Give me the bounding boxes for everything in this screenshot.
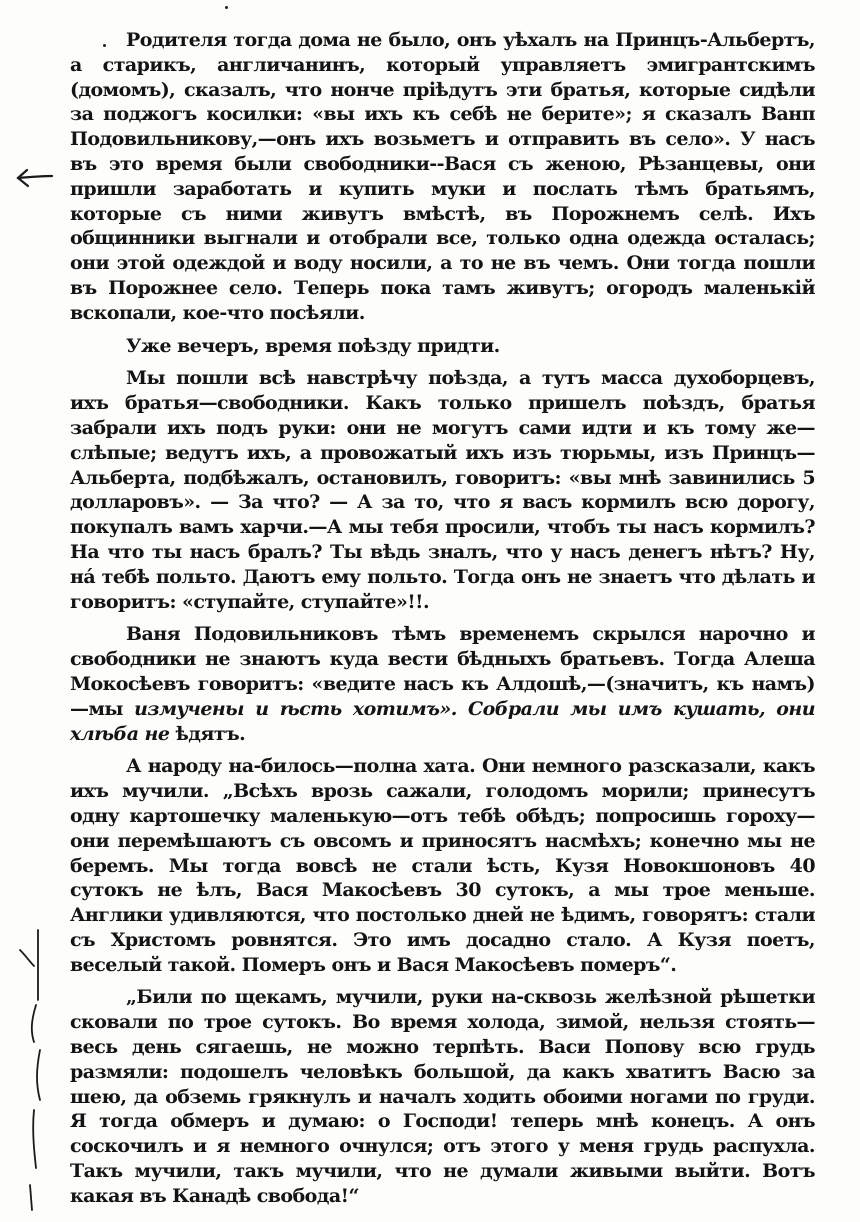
paragraph-1-text: Родителя тогда дома не было, онъ уѣхалъ на Принцъ-Альбертъ, а старикъ, англичанинъ, который управляетъ эмигрантскимъ (домомъ), сказалъ, что нонче прiѣдутъ эти братья, которые сидѣли за поджогъ косилки: «вы ихъ къ себѣ не берите»; я сказалъ Ванп Подовильникову,—онъ ихъ возьметъ и отправить въ село». У насъ въ это время были свободники--Вася съ женою, Рѣзанцевы, они пришли заработать и купить муки и послать тѣмъ братьямъ, которые съ ними живутъ вмѣстѣ, въ Порожнемъ селѣ. Ихъ общинники выгнали и отобрали все, только одна одежда осталась; они этой одеждой и воду носили, а то не въ чемъ. Они тогда пошли въ Порожнее село. Теперь пока тамъ живутъ; огородъ маленькiй вскопали, кое-что посѣяли.: [70, 29, 815, 324]
paragraph-6-text: „Били по щекамъ, мучили, руки на-сквозь желѣзной рѣшетки сковали по трое сутокъ. Во время холода, зимой, нельзя стоять—весь день сягаешь, не можно терпѣть. Васи Попову всю грудь размяли: подошелъ человѣкъ большой, да какъ хватитъ Васю за шею, да обземь грякнулъ и началъ ходить обоими ногами по груди. Я тогда обмеръ и думаю: о Господи! теперь мнѣ конецъ. А онъ соскочилъ и я немного очнулся; отъ этого у меня грудь распухла. Такъ мучили, такъ мучили, что не думали живыми выйти. Вотъ какая въ Канадѣ свобода!“: [70, 986, 815, 1207]
print-speck: [225, 6, 228, 9]
paragraph-5: [70, 754, 815, 977]
paragraph-2-text: Уже вечеръ, время поѣзду придти.: [126, 334, 500, 357]
paragraph-5-text: А народу на-билось—полна хата. Они немного разсказали, какъ ихъ мучили. „Всѣхъ врозь сажали, голодомъ морили; принесутъ одну картошечку маленькую—отъ тебѣ обѣдъ; попросишь гороху—они перемѣшаютъ съ овсомъ и приносятъ насмѣхъ; конечно мы не беремъ. Мы тогда вовсѣ не стали ѣсть, Кузя Новокшоновъ 40 сутокъ не ѣлъ, Вася Макосѣевъ 30 сутокъ, а мы трое меньше. Англики удивляются, что постолько дней не ѣдимъ, говорятъ: стали съ Христомъ ровнятся. Это имъ досадно стало. А Кузя поетъ, веселый такой. Померъ онъ и Вася Макосѣевъ померъ“.: [70, 755, 815, 976]
paragraph-1: [70, 28, 815, 326]
paragraph-4: [70, 622, 815, 746]
margin-arrow-icon: [18, 170, 52, 186]
paragraph-4-tail-text: ѣдятъ.: [175, 722, 246, 745]
document-body: [70, 28, 815, 1209]
paragraph-2: [70, 334, 815, 359]
paragraph-6: [70, 985, 815, 1208]
paragraph-3: [70, 366, 815, 614]
margin-bracket-marks: [20, 930, 40, 1210]
paragraph-4-text: Ваня Подовильниковъ тѣмъ временемъ скрылся нарочно и свободники не знаютъ куда вести бѣдныхъ братьевъ. Тогда Алеша Мокосѣевъ говоритъ: «ведите насъ къ Алдошѣ,—(значитъ, къ намъ)—мы: [70, 623, 815, 720]
paragraph-4-italic-text: измучены и ѣсть хотимъ». Собрали мы имъ кушать, они хлѣба не: [70, 697, 815, 745]
paragraph-3-text: Мы пошли всѣ навстрѣчу поѣзда, а тутъ масса духоборцевъ, ихъ братья—свободники. Какъ только пришелъ поѣздъ, братья забрали ихъ подъ руки: они не могутъ сами идти и къ тому же—слѣпые; ведутъ ихъ, а провожатый ихъ изъ тюрьмы, изъ Принцъ—Альберта, подбѣжалъ, остановилъ, говоритъ: «вы мнѣ завинились 5 долларовъ». — За что? — А за то, что я васъ кормилъ всю дорогу, покупалъ вамъ харчи.—А мы тебя просили, чтобъ ты насъ кормилъ? На что ты насъ бралъ? Ты вѣдь зналъ, что у насъ денегъ нѣтъ? Ну, на́ тебѣ польто. Даютъ ему польто. Тогда онъ не знаетъ что дѣлать и говоритъ: «ступайте, ступайте»!!.: [70, 367, 815, 613]
